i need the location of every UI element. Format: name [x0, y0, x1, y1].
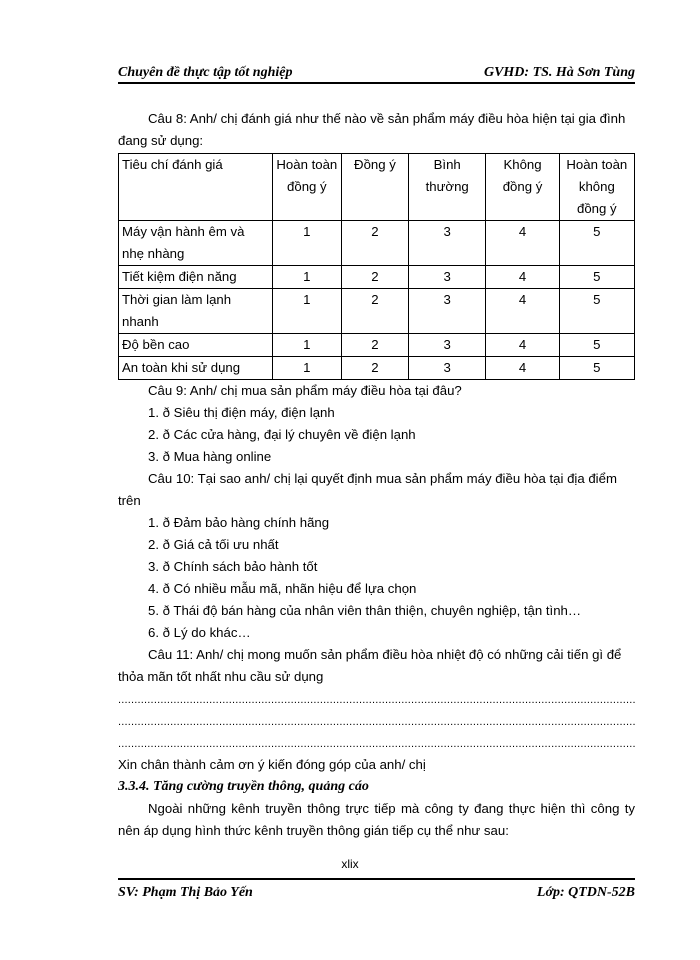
q9-option: 2. ð Các cửa hàng, đại lý chuyên về điện lạnh	[148, 427, 416, 442]
table-cell: 2	[341, 334, 408, 357]
header-left: Chuyên đề thực tập tốt nghiệp	[118, 65, 293, 80]
page-content	[118, 108, 635, 842]
table-header-cell: Hoàn toàn đồng ý	[272, 154, 341, 221]
table-header-cell: Không đồng ý	[486, 154, 559, 221]
table-header-cell: Bình thường	[408, 154, 485, 221]
table-cell: Tiết kiệm điện năng	[119, 266, 273, 289]
table-cell: 4	[486, 357, 559, 380]
section-title: 3.3.4. Tăng cường truyền thông, quảng cáo	[118, 779, 369, 794]
q10-option: 5. ð Thái độ bán hàng của nhân viên thân thiện, chuyên nghiệp, tận tình…	[148, 603, 582, 618]
question-9: Câu 9: Anh/ chị mua sản phẩm máy điều hòa tại đâu?	[148, 383, 462, 398]
table-cell: 1	[272, 357, 341, 380]
table-header-row	[119, 154, 635, 221]
table-cell: An toàn khi sử dụng	[119, 357, 273, 380]
table-row	[119, 334, 635, 357]
table-cell: 2	[341, 357, 408, 380]
page-number: xlix	[341, 857, 359, 871]
answer-dotted-line	[118, 688, 635, 710]
table-row	[119, 266, 635, 289]
q10-option: 2. ð Giá cả tối ưu nhất	[148, 537, 279, 552]
table-cell: 1	[272, 334, 341, 357]
table-row	[119, 357, 635, 380]
table-cell: 1	[272, 289, 341, 334]
thanks-text: Xin chân thành cảm ơn ý kiến đóng góp của anh/ chị	[118, 757, 426, 772]
table-cell: 3	[408, 221, 485, 266]
page-footer	[118, 878, 635, 902]
table-cell: 2	[341, 289, 408, 334]
page-header	[118, 62, 635, 84]
table-cell: 4	[486, 289, 559, 334]
table-cell: 1	[272, 221, 341, 266]
table-row	[119, 289, 635, 334]
question-8: Câu 8: Anh/ chị đánh giá như thế nào về sản phẩm máy điều hòa hiện tại gia đình đang sử dụng:	[118, 111, 626, 148]
table-cell: 4	[486, 221, 559, 266]
q9-option: 3. ð Mua hàng online	[148, 449, 272, 464]
table-header-cell: Đồng ý	[341, 154, 408, 221]
table-cell: 2	[341, 266, 408, 289]
evaluation-table	[118, 153, 635, 380]
table-row	[119, 221, 635, 266]
table-cell: 4	[486, 266, 559, 289]
table-cell: 5	[559, 221, 634, 266]
table-header-cell: Hoàn toàn không đồng ý	[559, 154, 634, 221]
q10-option: 3. ð Chính sách bảo hành tốt	[148, 559, 318, 574]
table-cell: 5	[559, 266, 634, 289]
q10-option: 6. ð Lý do khác…	[148, 625, 251, 640]
q9-option: 1. ð Siêu thị điện máy, điện lạnh	[148, 405, 335, 420]
answer-dotted-line	[118, 710, 635, 732]
table-cell: 3	[408, 266, 485, 289]
table-cell: 3	[408, 289, 485, 334]
footer-left: SV: Phạm Thị Bảo Yến	[118, 885, 253, 900]
table-cell: 4	[486, 334, 559, 357]
q10-option: 4. ð Có nhiều mẫu mã, nhãn hiệu để lựa chọn	[148, 581, 417, 596]
header-right: GVHD: TS. Hà Sơn Tùng	[483, 65, 635, 80]
question-11	[118, 644, 635, 688]
section-paragraph: Ngoài những kênh truyền thông trực tiếp mà công ty đang thực hiện thì công ty nên áp dụng hình thức kênh truyền thông gián tiếp cụ thể như sau:	[118, 801, 635, 838]
table-cell: Thời gian làm lạnh nhanh	[119, 289, 273, 334]
table-cell: 5	[559, 357, 634, 380]
table-cell: 3	[408, 357, 485, 380]
q10-option: 1. ð Đảm bảo hàng chính hãng	[148, 515, 330, 530]
table-cell: 2	[341, 221, 408, 266]
table-cell: 1	[272, 266, 341, 289]
table-cell: 3	[408, 334, 485, 357]
table-cell: Độ bền cao	[119, 334, 273, 357]
answer-dotted-line	[118, 732, 635, 754]
table-cell: 5	[559, 334, 634, 357]
table-header-cell: Tiêu chí đánh giá	[119, 154, 273, 221]
footer-right: Lớp: QTDN-52B	[536, 885, 635, 900]
question-11-text: Câu 11: Anh/ chị mong muốn sản phẩm điều hòa nhiệt độ có những cải tiến gì để thỏa mãn tốt nhất nhu cầu sử dụng	[118, 647, 622, 684]
table-cell: Máy vận hành êm và nhẹ nhàng	[119, 221, 273, 266]
table-cell: 5	[559, 289, 634, 334]
question-10: Câu 10: Tại sao anh/ chị lại quyết định mua sản phẩm máy điều hòa tại địa điểm trên	[118, 471, 617, 508]
